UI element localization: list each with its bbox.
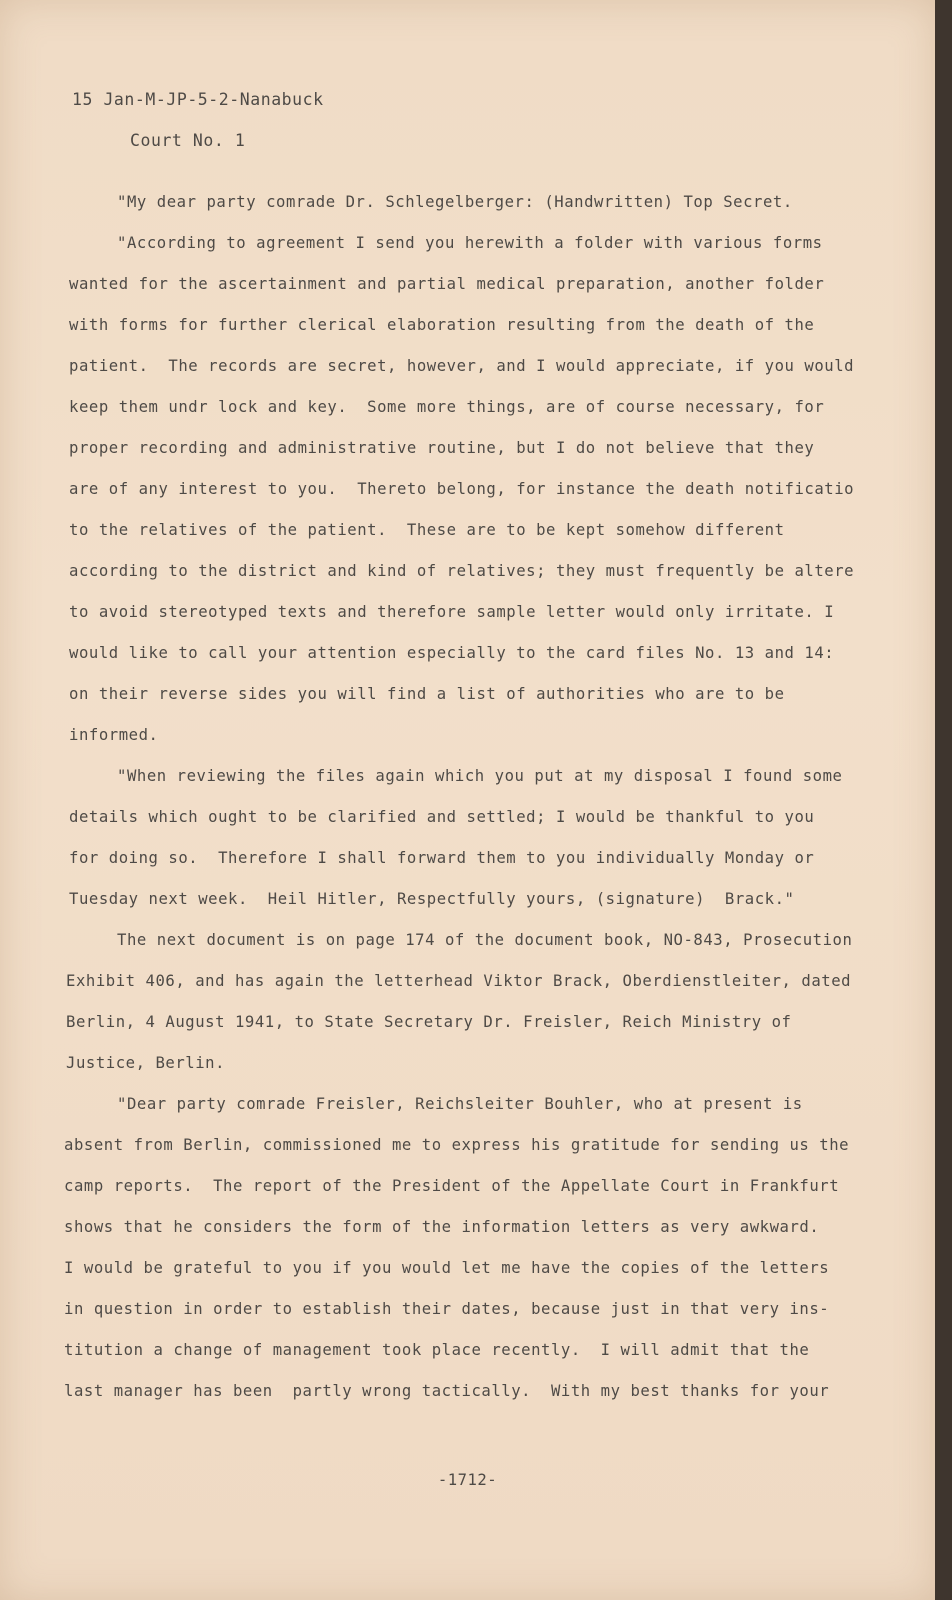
text-line: "Dear party comrade Freisler, Reichsleiter Bouhler, who at present is	[117, 1095, 803, 1113]
text-line: to the relatives of the patient. These are to be kept somehow different	[69, 521, 785, 539]
background-edge	[935, 0, 952, 1600]
text-line: keep them undr lock and key. Some more things, are of course necessary, for	[69, 398, 825, 416]
text-line: are of any interest to you. Thereto belong, for instance the death notificatio	[69, 480, 855, 498]
text-line: informed.	[69, 726, 159, 744]
text-line: "When reviewing the files again which you put at my disposal I found some	[117, 767, 843, 785]
text-line: last manager has been partly wrong tactically. With my best thanks for your	[64, 1382, 830, 1400]
text-line: I would be grateful to you if you would let me have the copies of the letters	[64, 1259, 830, 1277]
text-line: in question in order to establish their dates, because just in that very ins-	[64, 1300, 830, 1318]
text-line: The next document is on page 174 of the document book, NO-843, Prosecution	[117, 931, 853, 949]
text-line: Tuesday next week. Heil Hitler, Respectfully yours, (signature) Brack."	[69, 890, 795, 908]
text-line: wanted for the ascertainment and partial medical preparation, another folder	[69, 275, 825, 293]
text-line: with forms for further clerical elaboration resulting from the death of the	[69, 316, 815, 334]
text-line: Berlin, 4 August 1941, to State Secretary Dr. Freisler, Reich Ministry of	[66, 1013, 792, 1031]
text-line: Exhibit 406, and has again the letterhead Viktor Brack, Oberdienstleiter, dated	[66, 972, 852, 990]
text-line: according to the district and kind of relatives; they must frequently be altere	[69, 562, 855, 580]
text-line: titution a change of management took place recently. I will admit that the	[64, 1341, 810, 1359]
text-line: "According to agreement I send you herewith a folder with various forms	[117, 234, 823, 252]
document-reference: 15 Jan-M-JP-5-2-Nanabuck	[72, 90, 324, 109]
page-number: -1712-	[437, 1471, 498, 1489]
text-line: to avoid stereotyped texts and therefore sample letter would only irritate. I	[69, 603, 835, 621]
text-line: proper recording and administrative routine, but I do not believe that they	[69, 439, 815, 457]
text-line: patient. The records are secret, however, and I would appreciate, if you would	[69, 357, 855, 375]
text-line: camp reports. The report of the President of the Appellate Court in Frankfurt	[64, 1177, 840, 1195]
text-line: "My dear party comrade Dr. Schlegelberger: (Handwritten) Top Secret.	[117, 193, 793, 211]
text-line: Justice, Berlin.	[66, 1054, 226, 1072]
text-line: for doing so. Therefore I shall forward them to you individually Monday or	[69, 849, 815, 867]
text-line: details which ought to be clarified and settled; I would be thankful to you	[69, 808, 815, 826]
court-number: Court No. 1	[130, 131, 246, 150]
text-line: would like to call your attention especially to the card files No. 13 and 14:	[69, 644, 835, 662]
text-line: shows that he considers the form of the information letters as very awkward.	[64, 1218, 820, 1236]
text-line: absent from Berlin, commissioned me to express his gratitude for sending us the	[64, 1136, 850, 1154]
text-line: on their reverse sides you will find a list of authorities who are to be	[69, 685, 785, 703]
